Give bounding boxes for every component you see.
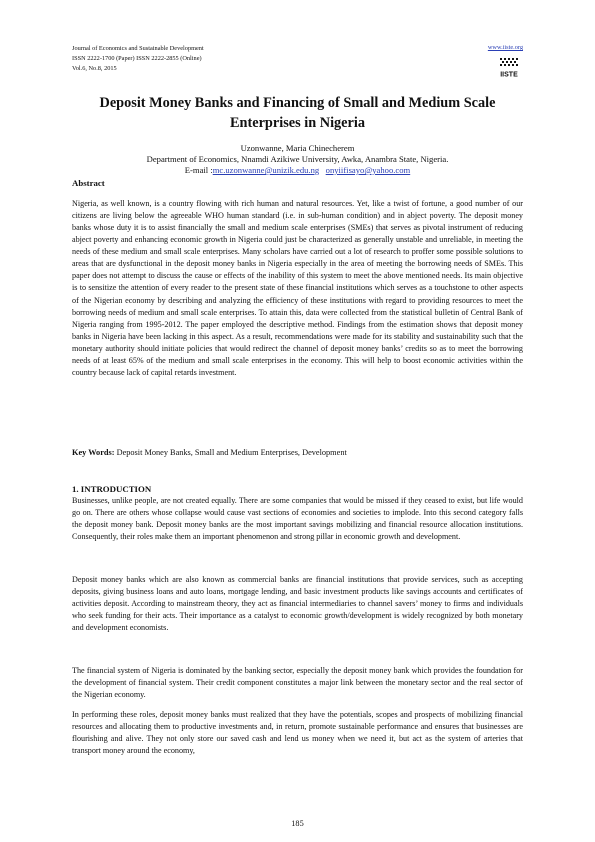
journal-meta [72, 44, 204, 74]
iiste-logo-icon [497, 55, 521, 79]
intro-paragraph: In performing these roles, deposit money banks must realized that they have the potentials, scopes and prospects of mobilizing financial resources and allocating them to productive investments and, in return, promote sustainable performance and ensures that businesses are flourishing and alive. They not only store our saved cash and lend us money when we need it, but act as the system of arteries that transport money around the economy, [72, 710, 523, 756]
journal-header [72, 44, 523, 84]
paper-title: Deposit Money Banks and Financing of Small and Medium Scale Enterprises in Nigeria [99, 95, 496, 131]
author-affiliation: Department of Economics, Nnamdi Azikiwe University, Awka, Anambra State, Nigeria. [146, 154, 449, 164]
abstract-body: Nigeria, as well known, is a country flowing with rich human and natural resources. Yet, like a twist of fortune, a good number of our citizens are living below the agreeable WHO human standard (i.e. in sub-human condition) and in abject poverty. The deposit money banks whose duty it is to assist financially the small and medium scale enterprises (SMEs) that serves as pivotal instrument of reducing abject poverty and enhancing economic growth in Nigeria could just be characterized as generally unstable and unreliable, in meeting the needs of these medium and small scale enterprises. Many scholars have carried out a lot of research to proffer some possible solutions to areas that are dysfunctional in the deposit money banks in Nigeria especially in the area of meeting the borrowing needs of SMEs. This paper does not attempt to discuss the cause or effects of the inability of this system to meet the above mentioned needs. Its main objective is to sensitize the attention of every reader to the present state of these financial institutions which serves as a touchstone to other aspects of the Nigerian economy by describing and analyzing the efficiency of these institutions with regard to providing resources to meet the borrowing needs of medium and small scale enterprises. To attain this, data were collected from the statistical bulletin of Central Bank of Nigeria ranging from 1995-2012. The paper employed the descriptive method. Findings from the estimation shows that deposit money banks in Nigeria have been lacking in this aspect. As a result, recommendations were made for its stability and sustainability such that the monetary authority should initiate policies that would redirect the channel of deposit money banks’ credits so as to meet the borrowing needs of at least 65% of the medium and small scale enterprises in the economy. This will help to boost economic activities within the country because lack of capital retards investment. [72, 199, 523, 377]
abstract-heading: Abstract [72, 178, 105, 188]
journal-name: Journal of Economics and Sustainable Development [72, 45, 204, 52]
email-link-secondary[interactable]: onyiifisayo@yahoo.com [325, 165, 411, 175]
journal-volume: Vol.6, No.8, 2015 [72, 65, 117, 72]
intro-paragraph: The financial system of Nigeria is dominated by the banking sector, especially the deposit money bank which provides the foundation for the development of financial system. Their credit component constitutes a major link between the monetary sector and the real sector of the Nigerian economy. [72, 666, 523, 700]
keywords-label: Key Words: [72, 448, 115, 457]
author-name: Uzonwanne, Maria Chinecherem [240, 143, 355, 153]
journal-issn: ISSN 2222-1700 (Paper) ISSN 2222-2855 (Online) [72, 55, 202, 62]
page-number: 185 [291, 819, 304, 828]
email-link-primary[interactable]: mc.uzonwanne@unizik.edu.ng [212, 165, 320, 175]
author-emails [72, 165, 523, 176]
logo-text: IISTE [500, 71, 518, 79]
email-label: E-mail : [184, 165, 213, 175]
journal-website-link[interactable]: www.iiste.org [487, 44, 523, 51]
author-block [72, 143, 523, 176]
keywords-text: Deposit Money Banks, Small and Medium Enterprises, Development [114, 448, 347, 457]
keywords [72, 447, 523, 458]
introduction-heading: 1. INTRODUCTION [72, 484, 152, 494]
intro-paragraph: Deposit money banks which are also known as commercial banks are financial institutions that provide services, such as accepting deposits, giving business loans and auto loans, mortgage lending, and basic investment products like savings accounts and certificates of activities deposit. According to mainstream theory, they act as financial intermediaries to channel savers’ money to firms and individuals who seek funding for their acts. Their importance as a catalyst to economic growth/development is widely recognized by both monetary and development economists. [72, 575, 523, 633]
intro-paragraph: Businesses, unlike people, are not created equally. There are some companies that would be missed if they ceased to exist, but life would go on. There are others whose collapse would cause vast sections of economies and societies to implode. Into this second category falls the deposit money bank. Deposit money banks are the most important savings mobilizing and financial resource allocation institutions. Consequently, their roles make them an important phenomenon and strong pillar in economic growth and development. [72, 496, 523, 542]
